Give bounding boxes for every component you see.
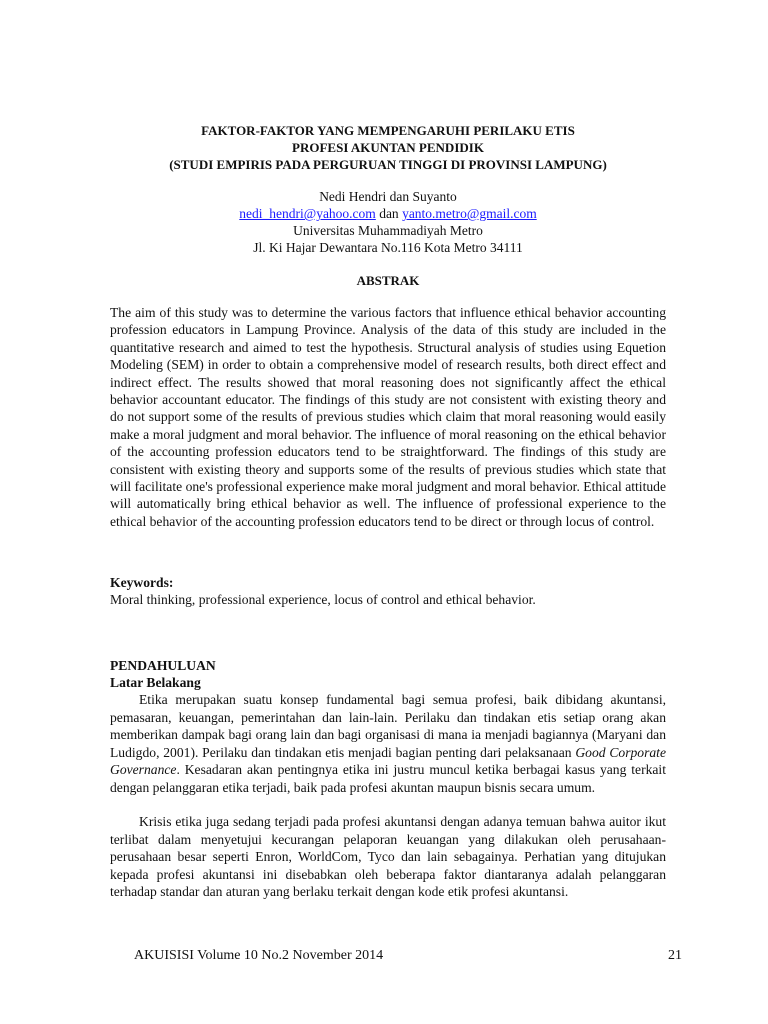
email-separator: dan (375, 206, 403, 221)
intro-p1-text-a: Etika merupakan suatu konsep fundamental bagi semua profesi, baik dibidang akuntansi, pemasaran, keuangan, pemerintahan dan lain-lain. Perilaku dan tindakan etis setiap orang akan memberikan dampak bagi orang lain dan bagi organisasi di mana ia menjadi bagiannya (Maryani dan Ludigdo, 2001). Perilaku dan tindakan etis menjadi bagian penting dari pelaksanaan (110, 692, 666, 760)
author-emails (110, 205, 666, 222)
section-heading-pendahuluan: PENDAHULUAN (110, 658, 216, 673)
intro-p1-italic-term: Good Corporate Governance (110, 744, 666, 777)
email-link-1[interactable]: nedi_hendri@yahoo.com (239, 206, 376, 221)
page-number: 21 (668, 948, 682, 963)
author-address: Jl. Ki Hajar Dewantara No.116 Kota Metro 34111 (253, 240, 523, 255)
title-line-1: FAKTOR-FAKTOR YANG MEMPENGARUHI PERILAKU ETIS (201, 123, 575, 138)
title-line-3: (STUDI EMPIRIS PADA PERGURUAN TINGGI DI PROVINSI LAMPUNG) (169, 157, 607, 172)
keywords-text: Moral thinking, professional experience, locus of control and ethical behavior. (110, 592, 536, 607)
author-block (110, 188, 666, 256)
title-line-2: PROFESI AKUNTAN PENDIDIK (292, 140, 484, 155)
intro-p1-text-b: . Kesadaran akan pentingnya etika ini justru muncul ketika berbagai kasus yang terkait dengan pelanggaran etika terjadi, baik pada profesi akuntan maupun bisnis secara umum. (110, 762, 666, 795)
email-link-2[interactable]: yanto.metro@gmail.com (402, 206, 537, 221)
abstract-heading: ABSTRAK (356, 273, 420, 288)
abstract-text: The aim of this study was to determine the various factors that influence ethical behavior accounting profession educators in Lampung Province. Analysis of the data of this study are included in the quantitative research and aimed to test the hypothesis. Structural analysis of studies using Equetion Modeling (SEM) in order to obtain a comprehensive model of research results, both direct effect and indirect effect. The results showed that moral reasoning does not significantly affect the ethical behavior accountant educator. The findings of this study are not consistent with existing theory and do not support some of the results of previous studies which claim that moral reasoning would easily make a moral judgment and moral behavior. The influence of moral reasoning on the ethical behavior of the accounting profession educators tend to be straightforward. The findings of this study are consistent with existing theory and supports some of the results of previous studies which state that will facilitate one's professional experience make moral judgment and moral behavior. Ethical attitude will automatically bring ethical behavior as well. The influence of professional experience to the ethical behavior of the accounting profession educators tend to be direct or through locus of control. (110, 305, 666, 529)
footer-journal-info: AKUISISI Volume 10 No.2 November 2014 (134, 948, 384, 963)
keywords-heading: Keywords: (110, 575, 174, 590)
author-names: Nedi Hendri dan Suyanto (319, 189, 457, 204)
intro-paragraph-1 (110, 691, 666, 796)
intro-paragraph-2: Krisis etika juga sedang terjadi pada profesi akuntansi dengan adanya temuan bahwa auitor ikut terlibat dalam menyetujui kecurangan pelaporan keuangan yang dilakukan oleh perusahaan-perusahaan besar seperti Enron, WorldCom, Tyco dan lain sebagainya. Perhatian yang ditujukan kepada profesi akuntansi ini disebabkan oleh beberapa faktor diantaranya adalah pelanggaran terhadap standar dan aturan yang berlaku terkait dengan kode etik profesi akuntansi. (110, 814, 666, 899)
author-affiliation: Universitas Muhammadiyah Metro (293, 223, 483, 238)
paper-title (110, 122, 666, 173)
subsection-heading-latar-belakang: Latar Belakang (110, 675, 201, 690)
